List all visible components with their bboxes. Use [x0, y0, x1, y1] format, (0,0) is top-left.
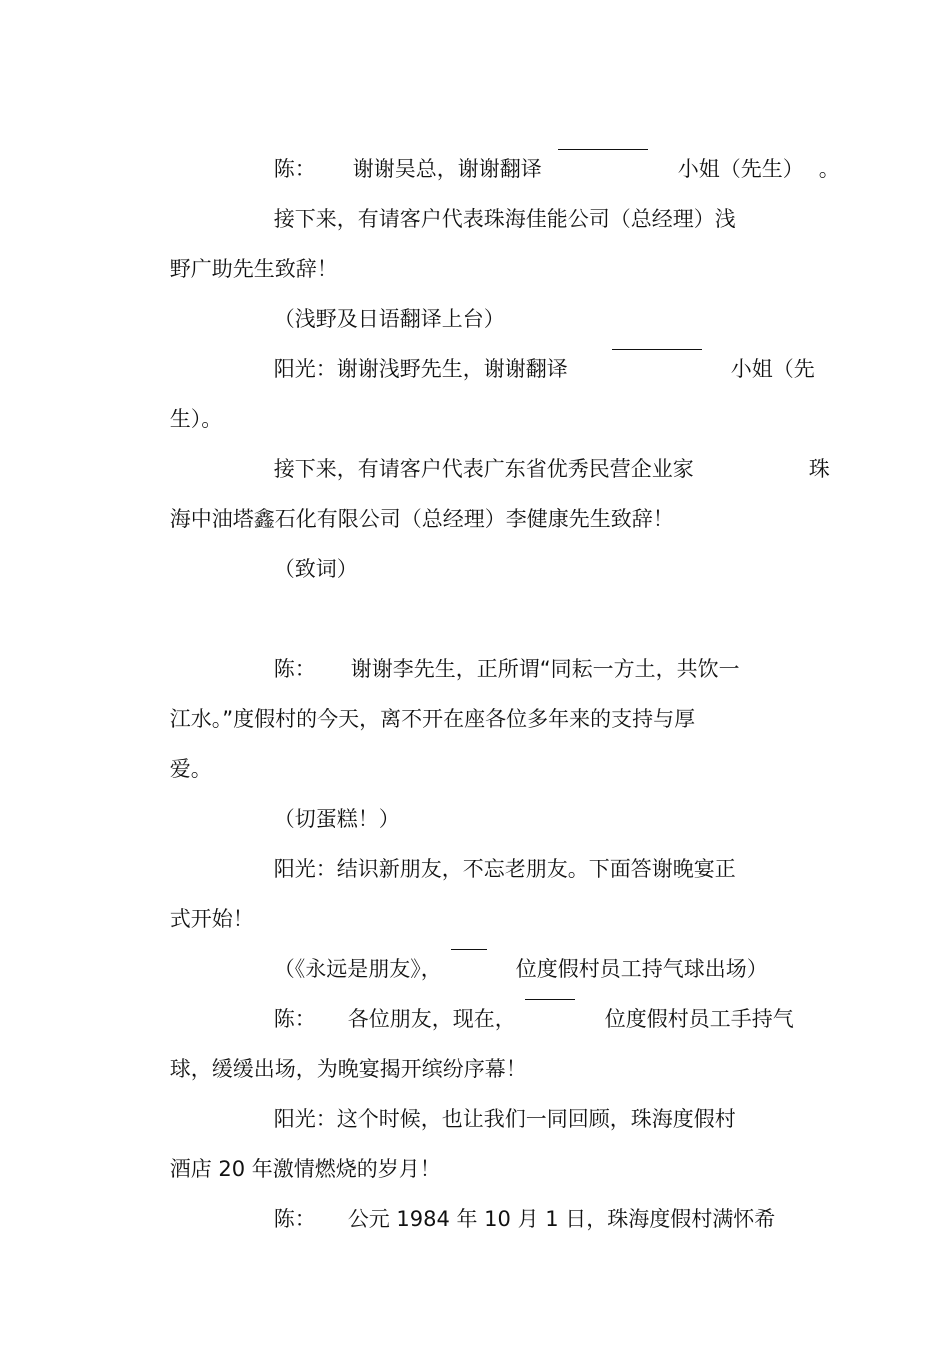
line-5-tail [704, 324, 815, 381]
paragraph-text: 式开始！ [169, 907, 254, 931]
dialogue-text: 小姐（先生） [677, 157, 804, 181]
line-5 [247, 324, 568, 381]
speaker-label: 陈： [273, 1207, 316, 1231]
paragraph-text: 接下来，有请客户代表珠海佳能公司（总经理）浅 [273, 207, 736, 231]
line-7 [247, 424, 694, 481]
stage-direction: （《永远是朋友》， [273, 957, 442, 981]
paragraph-text: 海中油塔鑫石化有限公司（总经理）李健康先生致辞！ [169, 507, 674, 531]
line-15 [143, 874, 254, 931]
dialogue-text: 谢谢吴总，谢谢翻译 [352, 157, 542, 181]
line-10 [247, 624, 316, 681]
stage-direction: （浅野及日语翻译上台） [273, 307, 505, 331]
dialogue-text: 阳光：结识新朋友，不忘老朋友。下面答谢晚宴正 [273, 857, 736, 881]
line-2 [247, 174, 736, 231]
line-6 [143, 374, 223, 431]
dialogue-text: 阳光：谢谢浅野先生，谢谢翻译 [273, 357, 568, 381]
paragraph-text: 球，缓缓出场，为晚宴揭开缤纷序幕！ [169, 1057, 527, 1081]
line-21-text [321, 1174, 776, 1231]
fill-in-blank [451, 928, 487, 950]
line-10-text [324, 624, 740, 681]
line-3 [143, 224, 338, 281]
stage-direction: 位度假村员工持气球出场） [515, 957, 768, 981]
dialogue-text: 位度假村员工手持气 [604, 1007, 794, 1031]
line-12 [143, 724, 212, 781]
line-7-tail [782, 424, 830, 481]
fill-in-blank [525, 978, 575, 1000]
line-17 [247, 974, 316, 1031]
dialogue-text: 谢谢李先生，正所谓“同耘一方土，共饮一 [350, 657, 740, 681]
line-18 [143, 1024, 527, 1081]
line-1-tail [651, 124, 804, 181]
line-21 [247, 1174, 316, 1231]
speaker-label: 陈： [273, 157, 316, 181]
line-16 [247, 924, 442, 981]
line-19 [247, 1074, 736, 1131]
punctuation: 。 [818, 157, 840, 181]
line-1-text [326, 124, 542, 181]
paragraph-text: 生）。 [169, 407, 223, 431]
line-14 [247, 824, 736, 881]
paragraph-text: 珠 [808, 457, 830, 481]
line-4 [247, 274, 505, 331]
speaker-label: 陈： [273, 657, 316, 681]
line-11 [143, 674, 696, 731]
paragraph-text: 接下来，有请客户代表广东省优秀民营企业家 [273, 457, 694, 481]
paragraph-text: 野广助先生致辞！ [169, 257, 338, 281]
paragraph-text: 酒店 20 年激情燃烧的岁月！ [169, 1157, 441, 1181]
dialogue-text: 小姐（先 [730, 357, 815, 381]
fill-in-blank [558, 128, 648, 150]
paragraph-text: 爱。 [169, 757, 212, 781]
line-16-tail [489, 924, 768, 981]
line-9 [247, 524, 358, 581]
dialogue-text: 阳光：这个时候，也让我们一同回顾，珠海度假村 [273, 1107, 736, 1131]
paragraph-text: 江水。”度假村的今天，离不开在座各位多年来的支持与厚 [169, 707, 696, 731]
line-8 [143, 474, 674, 531]
dialogue-text: 公元 1984 年 10 月 1 日，珠海度假村满怀希 [347, 1207, 776, 1231]
speaker-label: 陈： [273, 1007, 316, 1031]
line-13 [247, 774, 400, 831]
line-17-tail [578, 974, 794, 1031]
line-20 [143, 1124, 441, 1181]
line-1 [247, 124, 316, 181]
stage-direction: （切蛋糕！） [273, 807, 400, 831]
line-17-text [321, 974, 516, 1031]
fill-in-blank [612, 328, 702, 350]
dialogue-text: 各位朋友，现在， [347, 1007, 516, 1031]
stage-direction: （致词） [273, 557, 358, 581]
line-1-end [792, 124, 840, 181]
